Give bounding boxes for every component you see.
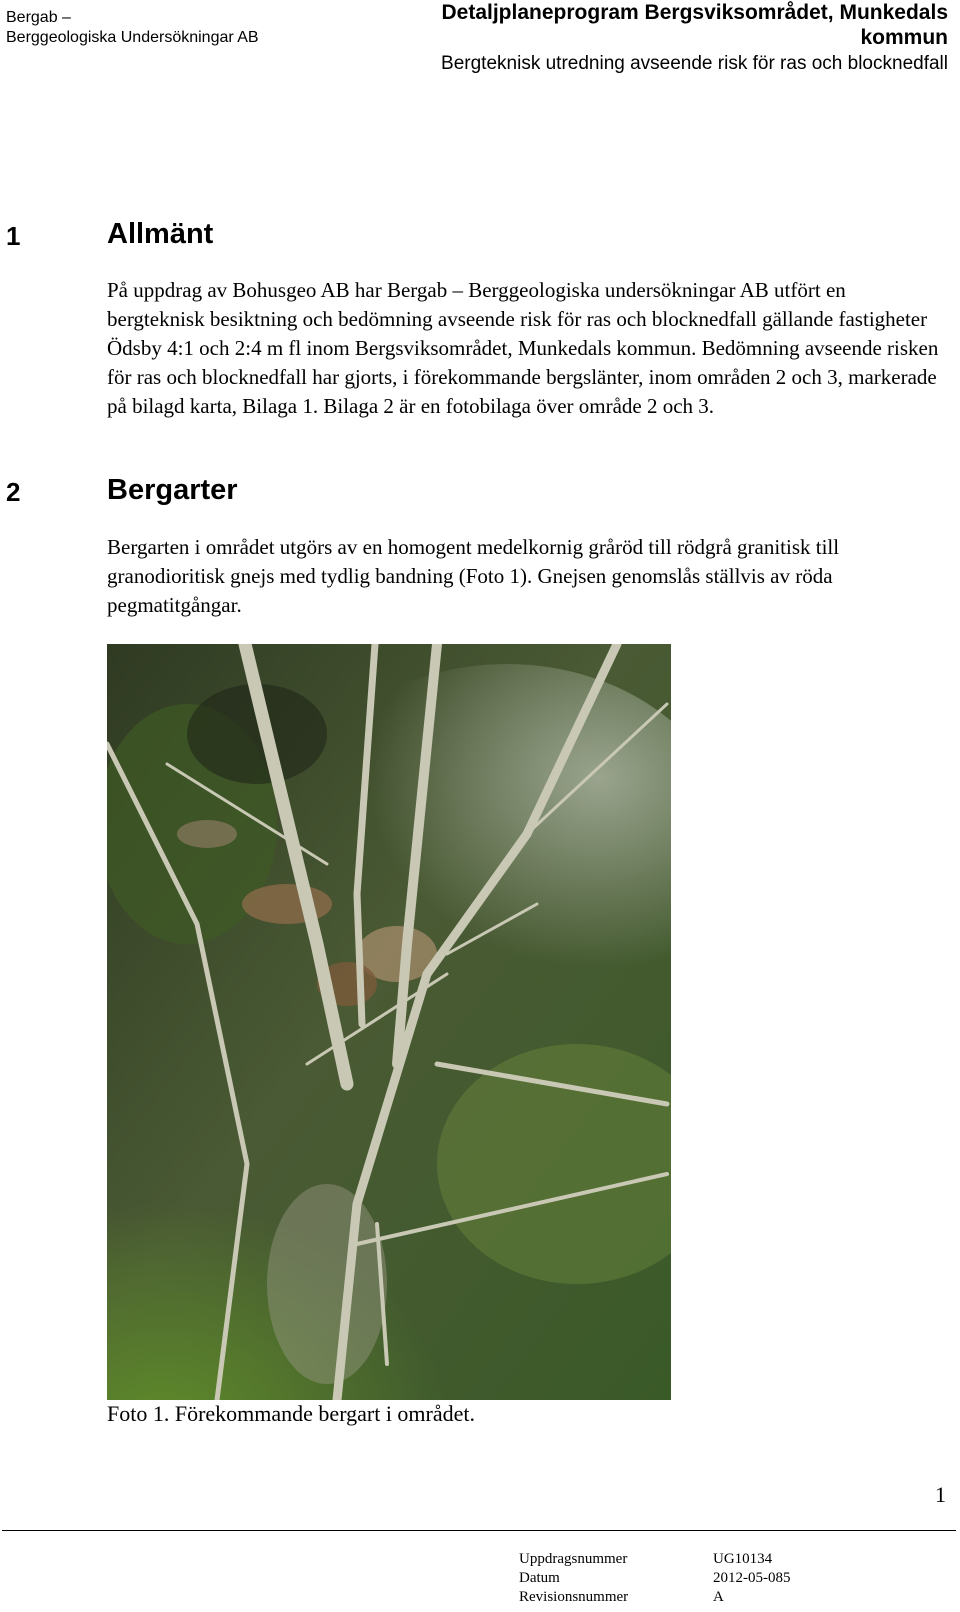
page-number: 1	[935, 1482, 946, 1507]
photo-caption: Foto 1. Förekommande bergart i området.	[107, 1401, 476, 1426]
section-1-heading: Allmänt	[107, 218, 214, 250]
rock-photo	[107, 644, 671, 1400]
section-2-number: 2	[6, 477, 21, 507]
company-line-1: Bergab –	[6, 9, 71, 26]
footer-label: Uppdragsnummer	[519, 1551, 628, 1567]
company-line-2: Berggeologiska Undersökningar AB	[6, 29, 259, 46]
document-title-line-1: Detaljplaneprogram Bergsviksområdet, Munkedals	[441, 1, 948, 24]
document-title-line-2: kommun	[860, 26, 948, 49]
footer-row-revisionsnummer	[519, 1588, 791, 1607]
footer-label: Datum	[519, 1570, 560, 1586]
footer-value: 2012-05-085	[713, 1570, 791, 1586]
footer-value: A	[713, 1589, 724, 1605]
footer-label: Revisionsnummer	[519, 1589, 629, 1605]
section-2-paragraph: Bergarten i området utgörs av en homogent medelkornig gråröd till rödgrå granitisk till granodioritisk gnejs med tydlig bandning (Foto 1). Gnejsen genomslås ställvis av röda pegmatitgångar.	[107, 535, 840, 617]
section-1-number: 1	[6, 221, 21, 251]
section-2-heading: Bergarter	[107, 474, 238, 506]
document-header	[388, 0, 948, 76]
rock-photo-illustration	[107, 644, 671, 1400]
section-1-paragraph: På uppdrag av Bohusgeo AB har Bergab – Berggeologiska undersökningar AB utfört en bergteknisk besiktning och bedömning avseende risk för ras och blocknedfall gällande fastigheter Ödsby 4:1 och 2:4 m fl inom Bergsviksområdet, Munkedals kommun. Bedömning avseende risken för ras och blocknedfall har gjorts, i förekommande bergslänter, inom områden 2 och 3, markerade på bilagd karta, Bilaga 1. Bilaga 2 är en fotobilaga över område 2 och 3.	[107, 278, 939, 418]
footer-row-datum	[519, 1569, 791, 1588]
document-subtitle: Bergteknisk utredning avseende risk för ras och blocknedfall	[441, 53, 948, 74]
company-name	[6, 8, 259, 48]
footer-divider	[2, 1530, 956, 1531]
document-title	[388, 0, 948, 50]
footer-info	[519, 1550, 791, 1607]
footer-row-uppdragsnummer	[519, 1550, 791, 1569]
footer-value: UG10134	[713, 1551, 773, 1567]
